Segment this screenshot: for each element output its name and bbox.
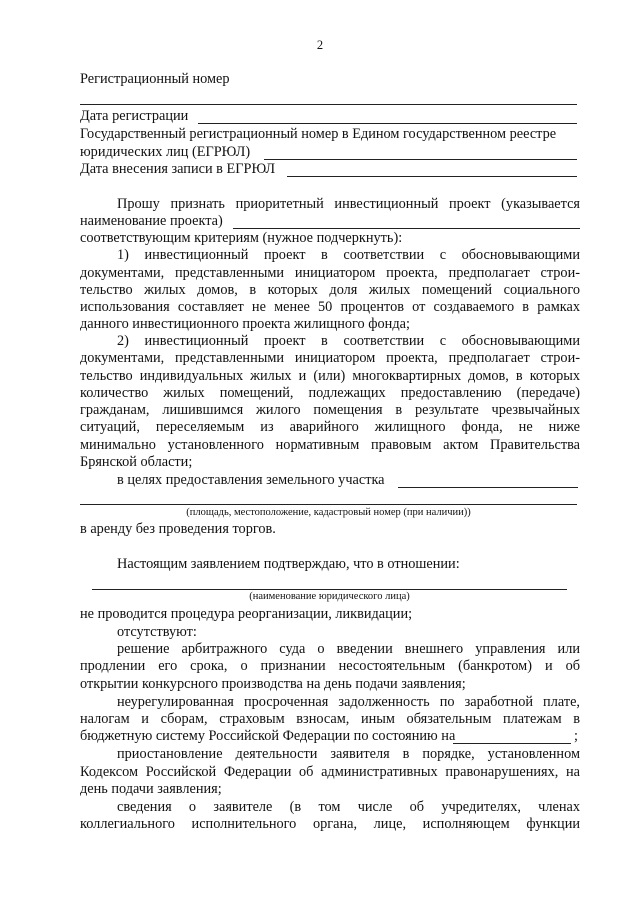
court-decision-line1: решение арбитражного суда о введении внешнего управления или <box>117 641 580 657</box>
registration-date-rule <box>198 123 577 124</box>
item2-line2: документами, представленными инициатором проекта, предполагает строи- <box>80 350 580 366</box>
debt-line3-end: ; <box>574 728 578 744</box>
entity-name-caption: (наименование юридического лица) <box>249 591 410 602</box>
entry-date-rule <box>287 176 577 177</box>
item2-line5: гражданам, лишившимся жилого помещения в результате чрезвычайных <box>80 402 580 418</box>
item1-line5: данного инвестиционного проекта жилищного фонда; <box>80 316 410 332</box>
land-purpose-line: в целях предоставления земельного участка <box>117 472 385 488</box>
page-number: 2 <box>316 38 324 52</box>
item1-line3: тельство жилых домов, в которых доля жилых помещений социального <box>80 282 580 298</box>
registration-number-rule <box>80 104 577 105</box>
item2-line4: количество жилых помещений, подлежащих предоставлению (передаче) <box>80 385 580 401</box>
lease-line: в аренду без проведения торгов. <box>80 521 276 537</box>
item2-line8: Брянской области; <box>80 454 193 470</box>
info-line1: сведения о заявителе (в том числе об учредителях, членах <box>117 799 580 815</box>
no-reorganization-line: не проводится процедура реорганизации, ликвидации; <box>80 606 413 622</box>
item2-line6: ситуаций, переселяемым из аварийного жилищного фонда, не ниже <box>80 419 580 435</box>
entry-date-label: Дата внесения записи в ЕГРЮЛ <box>80 161 276 177</box>
land-details-rule <box>80 504 577 505</box>
debt-line1: неурегулированная просроченная задолженность по заработной плате, <box>117 694 580 710</box>
entity-name-rule <box>92 589 567 590</box>
request-line1: Прошу признать приоритетный инвестиционный проект (указывается <box>117 196 580 212</box>
suspension-line2: Кодексом Российской Федерации об административных правонарушениях, на <box>80 764 580 780</box>
request-line3: соответствующим критериям (нужное подчеркнуть): <box>80 230 403 246</box>
debt-date-rule <box>453 743 571 744</box>
item2-line3: тельство индивидуальных жилых и (или) многоквартирных домов, в которых <box>80 368 580 384</box>
item2-line1: 2) инвестиционный проект в соответствии с обосновывающими <box>117 333 580 349</box>
suspension-line3: день подачи заявления; <box>80 781 222 797</box>
court-decision-line2: продлении его срока, о признании несостоятельным (банкротом) и об <box>80 658 580 674</box>
state-reg-number-rule <box>264 159 577 160</box>
state-reg-number-line2: юридических лиц (ЕГРЮЛ) <box>80 144 251 160</box>
confirm-line: Настоящим заявлением подтверждаю, что в отношении: <box>117 556 460 572</box>
request-line2: наименование проекта) <box>80 213 223 229</box>
item1-line2: документами, представленными инициатором проекта, предполагает строи- <box>80 265 580 281</box>
absent-label: отсутствуют: <box>117 624 197 640</box>
item2-line7: минимально установленного нормативным правовым актом Правительства <box>80 437 580 453</box>
court-decision-line3: открытии конкурсного производства на день подачи заявления; <box>80 676 466 692</box>
debt-line2: налогам и сборам, страховым взносам, иным обязательным платежам в <box>80 711 580 727</box>
item1-line1: 1) инвестиционный проект в соответствии с обосновывающими <box>117 247 580 263</box>
suspension-line1: приостановление деятельности заявителя в порядке, установленном <box>117 746 580 762</box>
registration-number-label: Регистрационный номер <box>80 71 230 87</box>
land-details-caption: (площадь, местоположение, кадастровый номер (при наличии)) <box>186 507 471 518</box>
item1-line4: использования составляет не менее 50 процентов от создаваемого в рамках <box>80 299 580 315</box>
debt-line3: бюджетную систему Российской Федерации по состоянию на <box>80 728 456 744</box>
project-name-rule <box>233 228 580 229</box>
registration-date-label: Дата регистрации <box>80 108 189 124</box>
land-purpose-rule <box>398 487 578 488</box>
info-line2: коллегиального исполнительного органа, лице, исполняющем функции <box>80 816 580 832</box>
state-reg-number-line1: Государственный регистрационный номер в Едином государственном реестре <box>80 126 557 142</box>
